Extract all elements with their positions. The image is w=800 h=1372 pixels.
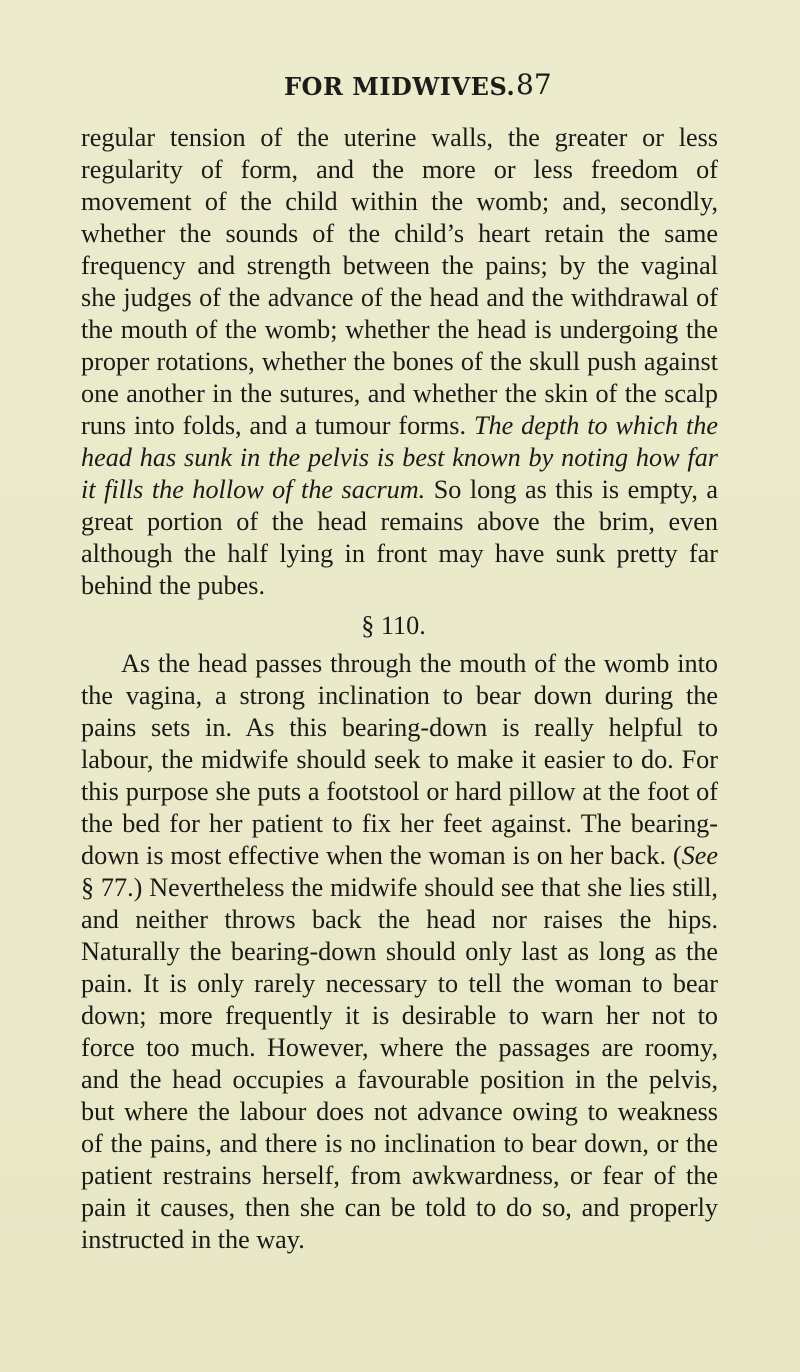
page-number: 87 <box>516 68 552 101</box>
paragraph-continued <box>81 122 718 602</box>
body-text <box>81 122 718 1256</box>
section-heading: § 110. <box>361 611 426 640</box>
paragraph-text: Nevertheless the midwife should see that she lies still, and neither throws back the head nor raises the hips. Naturally the bearing-down should only last as long as the pain. It is only rarely necessary to tell the woman to bear down; more frequently it is desirable to warn her not to force too much. However, where the passages are roomy, and the head occupies a favourable position in the pelvis, but where the labour does not advance owing to weakness of the pains, and there is no inclination to bear down, or the patient restrains herself, from awkwardness, or fear of the pain it causes, then she can be told to do so, and properly instructed in the way. <box>81 873 718 1254</box>
cross-reference: See <box>681 841 718 870</box>
paragraph-text: As the head passes through the mouth of the womb into the vagina, a strong inclination to bear down during the pains sets in. As this bearing-down is really helpful to labour, the midwife should seek to make it easier to do. For this purpose she puts a footstool or hard pillow at the foot of the bed for her patient to fix her feet against. The bearing-down is most effective when the woman is on her back. ( <box>81 649 718 870</box>
italic-passage: The depth to which the head has sunk in the pelvis is best known by noting how far it fills the hollow of the sacrum. <box>81 411 718 504</box>
running-head <box>0 66 800 106</box>
paragraph-text: regular tension of the uterine walls, the greater or less regularity of form, and the more or less freedom of movement of the child within the womb; and, secondly, whether the sounds of the child’s heart retain the same frequency and strength between the pains; by the vaginal she judges of the advance of the head and the withdrawal of the mouth of the womb; whether the head is undergoing the proper rotations, whether the bones of the skull push against one another in the sutures, and whether the skin of the scalp runs into folds, and a tumour forms. <box>81 123 718 440</box>
paragraph-text: So long as this is empty, a great portion of the head remains above the brim, even although the half lying in front may have sunk pretty far behind the pubes. <box>81 475 719 600</box>
cross-reference-number: § 77.) <box>81 873 143 902</box>
paragraph <box>81 648 718 1256</box>
running-title: FOR MIDWIVES. <box>284 72 516 101</box>
